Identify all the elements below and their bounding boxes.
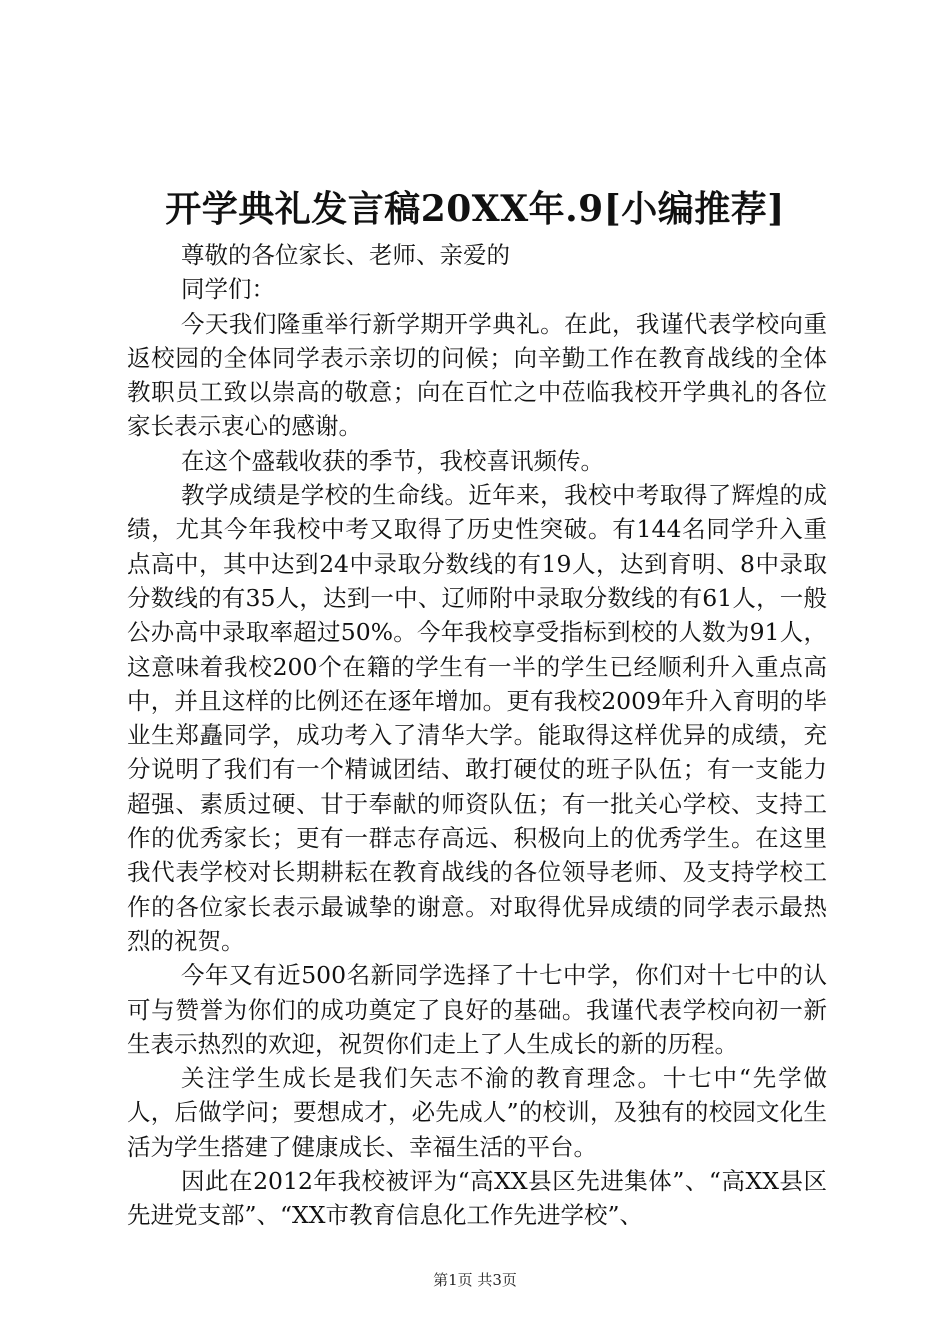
salutation-line: 同学们： [181,275,275,304]
paragraph-good-news: 在这个盛载收获的季节，我校喜讯频传。 [181,446,604,475]
paragraph-awards: 因此在2012年我校被评为“高XX县区先进集体”、“高XX县区先进党支部”、“XX市教育信息化工作先进学校”、 [127,1167,827,1230]
paragraph-greeting: 今天我们隆重举行新学期开学典礼。在此，我谨代表学校向重返校园的全体同学表示亲切的问候；向辛勤工作在教育战线的全体教职员工致以崇高的敬意；向在百忙之中莅临我校开学典礼的各位家长表示衷心的感谢。 [127,309,827,441]
page-number-footer: 第1页 共3页 [433,1271,517,1289]
document-title: 开学典礼发言稿20XX年.9[小编推荐] [165,188,785,230]
salutation-line: 尊敬的各位家长、老师、亲爱的 [181,241,510,269]
paragraph-achievements: 教学成绩是学校的生命线。近年来，我校中考取得了辉煌的成绩，尤其今年我校中考又取得了历史性突破。有144名同学升入重点高中，其中达到24中录取分数线的有19人，达到育明、8中录取分数线的有35人，达到一中、辽师附中录取分数线的有61人，一般公办高中录取率超过50%。今年我校享受指标到校的人数为91人，这意味着我校200个在籍的学生有一半的学生已经顺利升入重点高中，并且这样的比例还在逐年增加。更有我校2009年升入育明的毕业生郑矗同学，成功考入了清华大学。能取得这样优异的成绩，充分说明了我们有一个精诚团结、敢打硬仗的班子队伍；有一支能力超强、素质过硬、甘于奉献的师资队伍；有一批关心学校、支持工作的优秀家长；更有一群志存高远、积极向上的优秀学生。在这里我代表学校对长期耕耘在教育战线的各位领导老师、及支持学校工作的各位家长表示最诚挚的谢意。对取得优异成绩的同学表示最热烈的祝贺。 [127,481,827,955]
paragraph-school-motto: 关注学生成长是我们矢志不渝的教育理念。十七中“先学做人，后做学问；要想成才，必先成人”的校训，及独有的校园文化生活为学生搭建了健康成长、幸福生活的平台。 [127,1064,827,1161]
paragraph-welcome-new-students: 今年又有近500名新同学选择了十七中学，你们对十七中的认可与赞誉为你们的成功奠定了良好的基础。我谨代表学校向初一新生表示热烈的欢迎，祝贺你们走上了人生成长的新的历程。 [127,961,827,1058]
document-body [127,238,827,1233]
